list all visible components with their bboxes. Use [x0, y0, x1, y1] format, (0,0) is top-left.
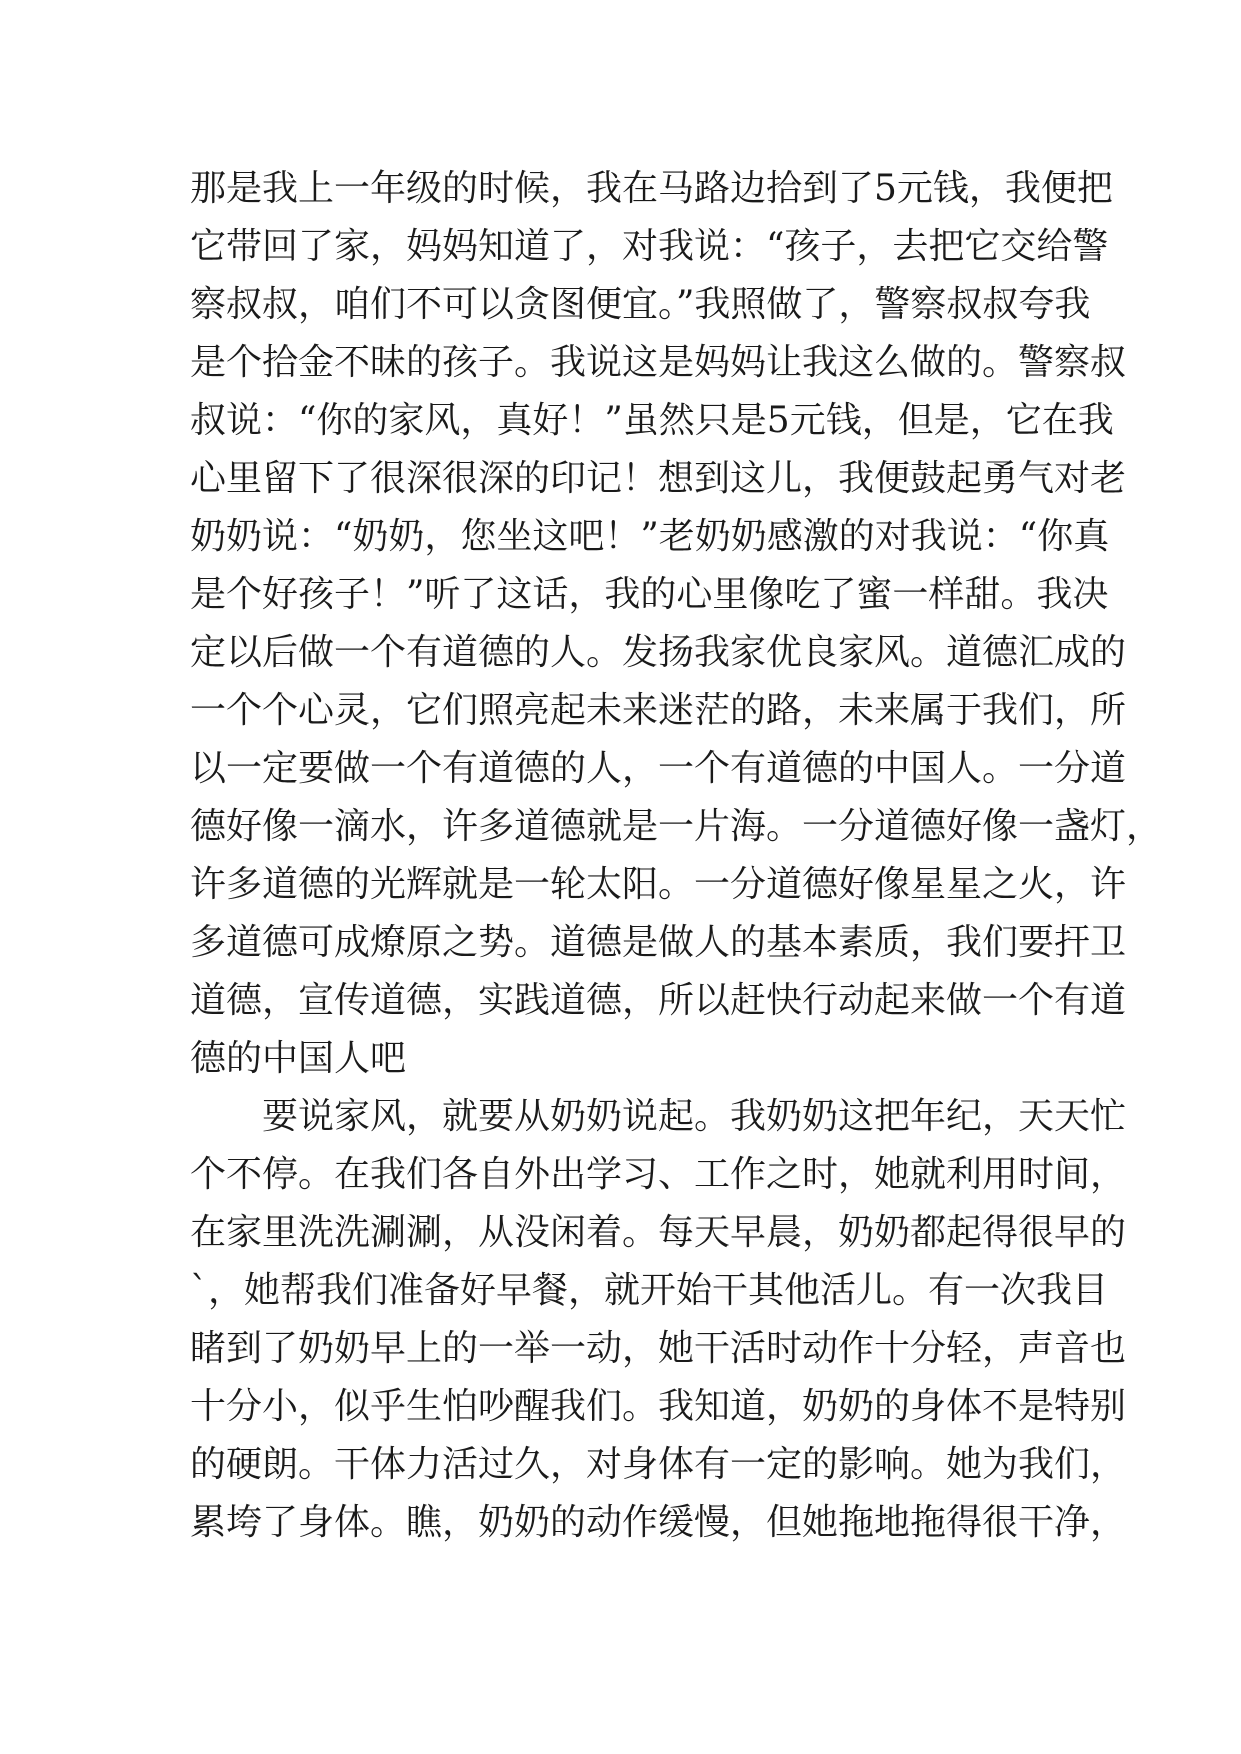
text-line: `，她帮我们准备好早餐，就开始干其他活儿。有一次我目 [190, 1270, 1109, 1311]
text-line: 在家里洗洗涮涮，从没闲着。每天早晨，奶奶都起得很早的 [190, 1212, 1127, 1253]
paragraph-start-line: 要说家风，就要从奶奶说起。我奶奶这把年纪，天天忙 [262, 1096, 1127, 1137]
text-line: 个不停。在我们各自外出学习、工作之时，她就利用时间， [190, 1154, 1127, 1195]
text-line: 是个好孩子！”听了这话，我的心里像吃了蜜一样甜。我决 [190, 574, 1109, 615]
text-line: 德好像一滴水，许多道德就是一片海。一分道德好像一盏灯， [190, 806, 1163, 847]
text-line: 奶奶说：“奶奶，您坐这吧！”老奶奶感激的对我说：“你真 [190, 516, 1110, 557]
body-text [190, 160, 1163, 1552]
text-line: 的硬朗。干体力活过久，对身体有一定的影响。她为我们， [190, 1444, 1127, 1485]
text-line: 许多道德的光辉就是一轮太阳。一分道德好像星星之火，许 [190, 864, 1127, 905]
text-line: 道德，宣传道德，实践道德，所以赶快行动起来做一个有道 [190, 980, 1127, 1021]
text-line: 睹到了奶奶早上的一举一动，她干活时动作十分轻，声音也 [190, 1328, 1127, 1369]
text-line: 十分小，似乎生怕吵醒我们。我知道，奶奶的身体不是特别 [190, 1386, 1127, 1427]
text-line: 察叔叔，咱们不可以贪图便宜。”我照做了，警察叔叔夸我 [190, 284, 1091, 325]
text-line: 定以后做一个有道德的人。发扬我家优良家风。道德汇成的 [190, 632, 1127, 673]
paragraph-end-line: 德的中国人吧 [190, 1038, 407, 1079]
text-line: 那是我上一年级的时候，我在马路边拾到了5元钱，我便把 [190, 168, 1113, 209]
text-line: 它带回了家，妈妈知道了，对我说：“孩子，去把它交给警 [190, 226, 1109, 267]
text-line: 一个个心灵，它们照亮起未来迷茫的路，未来属于我们，所 [190, 690, 1127, 731]
text-line: 多道德可成燎原之势。道德是做人的基本素质，我们要扞卫 [190, 922, 1127, 963]
text-line: 叔说：“你的家风，真好！”虽然只是5元钱，但是，它在我 [190, 400, 1114, 441]
text-line: 心里留下了很深很深的印记！想到这儿，我便鼓起勇气对老 [190, 458, 1127, 499]
text-line: 累垮了身体。瞧，奶奶的动作缓慢，但她拖地拖得很干净， [190, 1502, 1127, 1543]
text-line: 以一定要做一个有道德的人，一个有道德的中国人。一分道 [190, 748, 1127, 789]
text-line: 是个拾金不昧的孩子。我说这是妈妈让我这么做的。警察叔 [190, 342, 1127, 383]
